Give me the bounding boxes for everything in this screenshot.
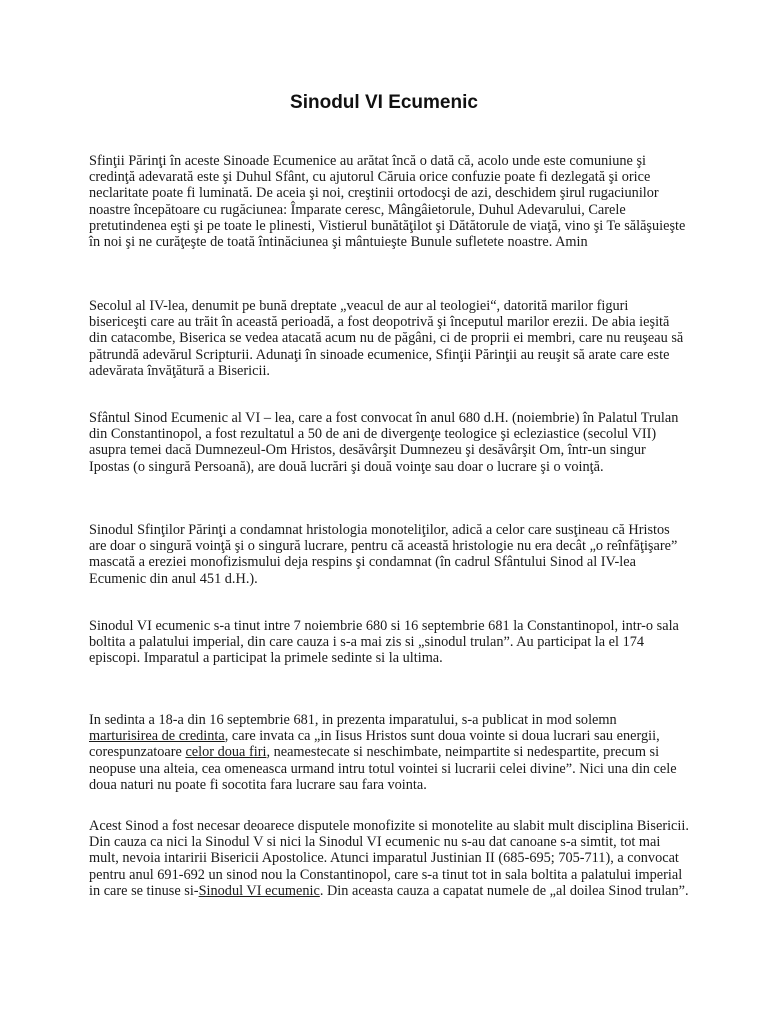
text-segment: , care invata ca „in Iisus Hristos sunt doua vointe si doua lucrari sau energii, corespunzatoare xyxy=(89,728,660,761)
paragraph-necessity xyxy=(89,818,689,899)
text-segment: . Din aceasta cauza a capatat numele de „al doilea Sinod trulan”. xyxy=(319,882,689,899)
page-title: Sinodul VI Ecumenic xyxy=(290,92,478,113)
link-sixth-council[interactable]: Sinodul VI ecumenic xyxy=(198,882,320,899)
text-segment: In sedinta a 18-a din 16 septembrie 681, in prezenta imparatului, s-a publicat in mod solemn xyxy=(89,712,617,728)
paragraph-council-dates: Sinodul VI ecumenic s-a tinut intre 7 noiembrie 680 si 16 septembrie 681 la Constantinopol, intr-o sala boltita a palatului imperial, din care cauza i s-a mai zis si „sinodul trulan”. Au participat la el 174 episcopi. Imparatul a participat la primele sedinte si la ultima. xyxy=(89,618,679,667)
paragraph-sixth-council: Sfântul Sinod Ecumenic al VI – lea, care a fost convocat în anul 680 d.H. (noiembrie) în Palatul Trulan din Constantinopol, a fost rezultatul a 50 de ani de divergenţe teologice şi ecleziastice (secolul VII) asupra temei dacă Dumnezeul-Om Hristos, desăvârşit Dumnezeu şi desăvârşit Om, într-un singur Ipostas (o singură Persoană), are două lucrări şi două voinţe sau doar o lucrare şi o voinţă. xyxy=(89,410,679,475)
text-segment: , neamestecate si neschimbate, neimpartite si nedespartite, precum si neopuse una alteia, cea omeneasca urmand intru totul vointei si lucrarii celei divine”. Nici una din cele doua naturi nu poate fi socotita fara lucrare sau fara vointa. xyxy=(89,744,677,793)
paragraph-condemnation: Sinodul Sfinţilor Părinţi a condamnat hristologia monoteliţilor, adică a celor care susţineau că Hristos are doar o singură voinţă şi o singură lucrare, pentru că această hristologie nu era decât „o reînfăţişare” mascată a ereziei monofizismului deja respins şi condamnat (în cadrul Sfântului Sinod al IV-lea Ecumenic din anul 451 d.H.). xyxy=(89,522,678,587)
paragraph-intro: Sfinţii Părinţi în aceste Sinoade Ecumenice au arătat încă o dată că, acolo unde este comuniune şi credinţă adevarată este şi Duhul Sfânt, cu ajutorul Căruia orice confuzie poate fi dezlegată şi orice neclaritate poate fi luminată. De aceia şi noi, creştinii ortodocşi de azi, deschidem şirul rugaciunilor noastre începătoare cu rugăciunea: Împarate ceresc, Mângâietorule, Duhul Adevarului, Carele pretutindenea eşti şi pe toate le plinesti, Vistierul bunătăţilot şi Dătătorule de viaţă, vino şi Te sălăşuieşte în noi şi ne curăţeşte de toată întinăciunea şi mântuieşte Bunule sufletete noastre. Amin xyxy=(89,153,686,251)
text-segment: Acest Sinod a fost necesar deoarece disputele monofizite si monotelite au slabit mult disciplina Bisericii. Din cauza ca nici la Sinodul V si nici la Sinodul VI ecumenic nu s-au dat canoane s-a simtit, tot mai mult, nevoia intaririi Bisericii Apostolice. Atunci imparatul Justinian II (685-695; 705-711), a convocat pentru anul 691-692 un sinod nou la Constantinopol, care s-a tinut tot in sala boltita a palatului imperial in care se tinuse si- xyxy=(89,818,689,899)
link-confession-of-faith[interactable]: marturisirea de credinta xyxy=(89,728,225,745)
link-two-natures[interactable]: celor doua firi xyxy=(185,744,267,761)
paragraph-fourth-century: Secolul al IV-lea, denumit pe bună dreptate „veacul de aur al teologiei“, datorită marilor figuri bisericeşti care au trăit în această perioadă, a fost deopotrivă şi începutul marilor erezii. De abia ieşită din catacombe, Biserica se vedea atacată acum nu de păgâni, ci de proprii ei membri, care nu reuşeau să pătrundă adevărul Scripturii. Adunaţi în sinoade ecumenice, Sfinţii Părinţii au reuşit să arate care este adevărata învăţătură a Bisericii. xyxy=(89,298,684,379)
paragraph-session-18 xyxy=(89,712,689,793)
